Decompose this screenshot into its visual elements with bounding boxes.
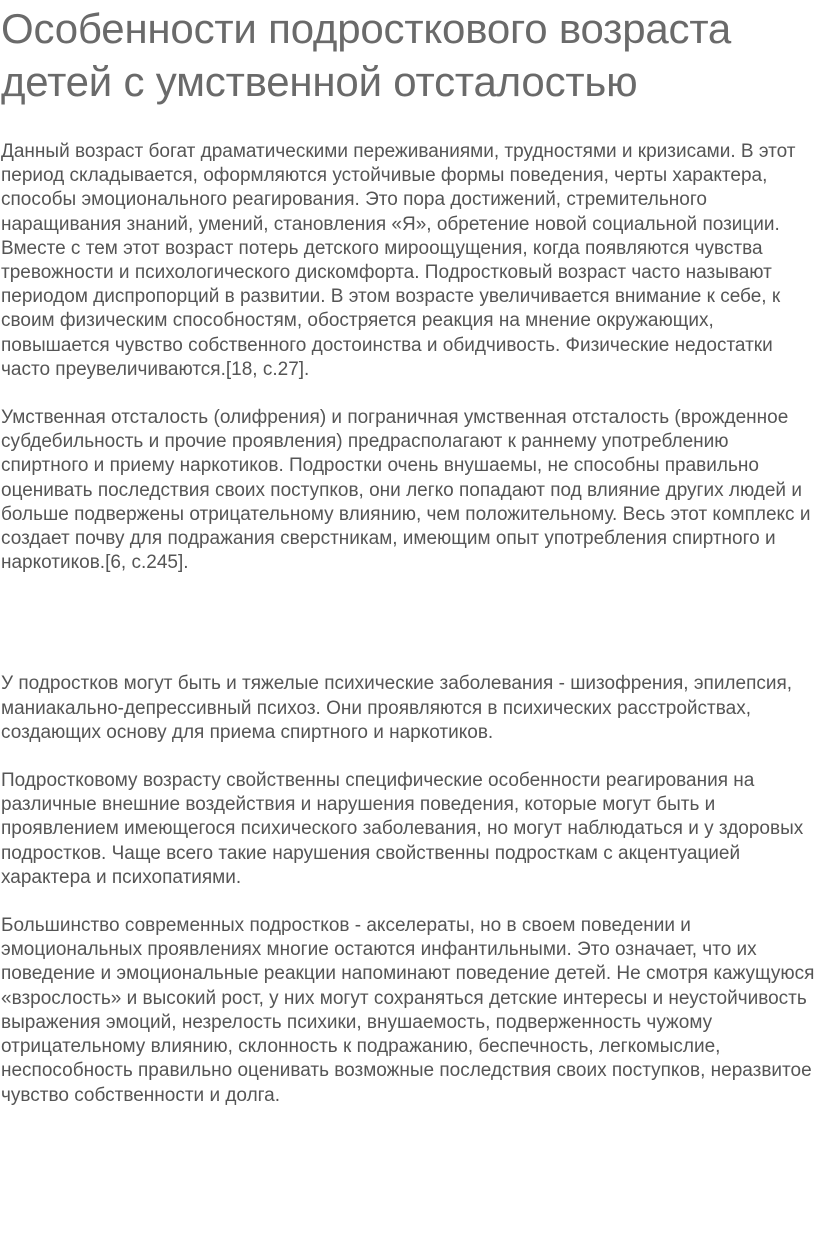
- document-body: [1, 140, 816, 1108]
- paragraph-mental-illnesses: У подростков могут быть и тяжелые психические заболевания - шизофрения, эпилепсия, маниакально-депрессивный психоз. Они проявляются в психических расстройствах, создающих основу для приема спиртного и наркотиков.: [1, 673, 793, 743]
- paragraph-mental-retardation: Умственная отсталость (олифрения) и пограничная умственная отсталость (врожденное субдебильность и прочие проявления) предрасполагают к раннему употреблению спиртного и приему наркотиков. Подростки очень внушаемы, не способны правильно оценивать последствия своих поступков, они легко попадают под влияние других людей и больше подвержены отрицательному влиянию, чем положительному. Весь этот комплекс и создает почву для подражания сверстникам, имеющим опыт употребления спиртного и наркотиков.[6, с.245].: [1, 407, 811, 574]
- paragraph-adolescence-crises: Данный возраст богат драматическими переживаниями, трудностями и кризисами. В этот период складывается, оформляются устойчивые формы поведения, черты характера, способы эмоционального реагирования. Это пора достижений, стремительного наращивания знаний, умений, становления «Я», обретение новой социальной позиции. Вместе с тем этот возраст потерь детского мироощущения, когда появляются чувства тревожности и психологического дискомфорта. Подростковый возраст часто называют периодом диспропорций в развитии. В этом возрасте увеличивается внимание к себе, к своим физическим способностям, обостряется реакция на мнение окружающих, повышается чувство собственного достоинства и обидчивость. Физические недостатки часто преувеличиваются.[18, с.27].: [1, 141, 796, 380]
- page-title: Особенности подросткового возраста детей с умственной отсталостью: [1, 5, 732, 105]
- paragraph-infantilism: Большинство современных подростков - акселераты, но в своем поведении и эмоциональных проявлениях многие остаются инфантильными. Это означает, что их поведение и эмоциональные реакции напоминают поведение детей. Не смотря кажущуюся «взрослость» и высокий рост, у них могут сохраняться детские интересы и неустойчивость выражения эмоций, незрелость психики, внушаемость, подверженность чужому отрицательному влиянию, склонность к подражанию, беспечность, легкомыслие, неспособность правильно оценивать возможные последствия своих поступков, неразвитое чувство собственности и долга.: [1, 915, 815, 1106]
- paragraph-behavior-disorders: Подростковому возрасту свойственны специфические особенности реагирования на различные внешние воздействия и нарушения поведения, которые могут быть и проявлением имеющегося психического заболевания, но могут наблюдаться и у здоровых подростков. Чаще всего такие нарушения свойственны подросткам с акцентуацией характера и психопатиями.: [1, 770, 804, 888]
